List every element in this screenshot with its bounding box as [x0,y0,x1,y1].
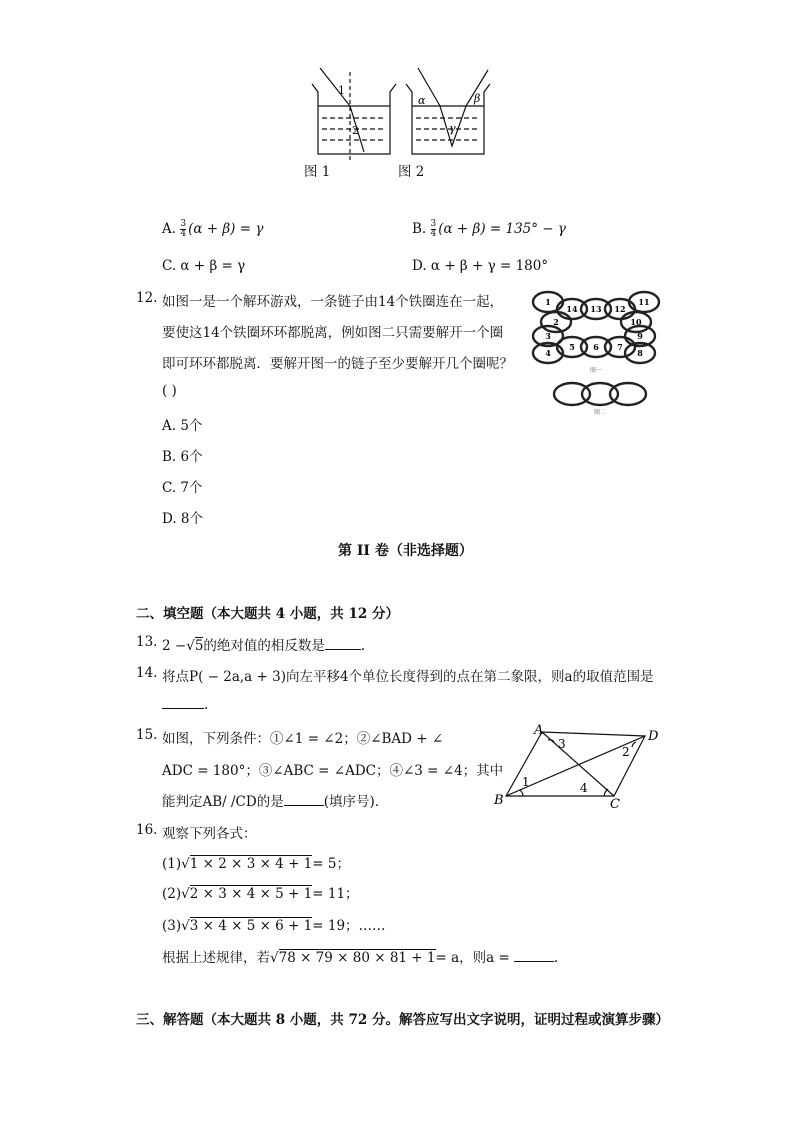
ring-label: 3 [545,331,551,341]
fig-label-alpha: α [418,94,426,107]
fig-label-1: 1 [338,84,345,97]
q16-formula-2: (2)√2 × 3 × 4 × 5 + 1= 11； [162,886,359,902]
chain-figure-2-caption: 图二 [593,409,607,416]
q16-question: 根据上述规律，若√78 × 79 × 80 × 81 + 1= a，则a = . [162,950,559,966]
angle-3: 3 [558,737,566,751]
ring-label: 14 [566,304,578,314]
ring-fig2-b [582,383,618,405]
q13-number: 13. [136,634,158,650]
q12-line-2: 要使这14个铁圈环环都脱离，例如图二只需要解开一个圈 [162,325,504,341]
q15-line-3: 能判定AB/ /CD的是 (填序号)． [162,794,389,810]
chain-figure [528,290,668,420]
q14-line-2: . [162,696,208,713]
q11-option-c: C. α + β = γ [162,258,246,274]
vertex-b: B [494,793,504,808]
ring-label: 4 [545,348,551,358]
ring-label: 10 [630,317,642,327]
angle-4: 4 [580,781,588,795]
fill-in-section-heading: 二、填空题（本大题共 4 小题，共 12 分） [136,606,399,622]
q12-option-c: C. 7个 [162,480,203,496]
q16-number: 16. [136,822,158,838]
q12-line-1: 如图一是一个解环游戏，一条链子由14个铁圈连在一起， [162,294,504,310]
fig-label-beta: β [474,92,481,105]
figure-1-caption: 图 1 [304,164,331,180]
vertex-c: C [610,797,620,810]
q16-intro: 观察下列各式： [162,826,257,842]
part-2-title: 第 II 卷（非选择题） [338,543,473,559]
ring-label: 8 [637,348,643,358]
q14-number: 14. [136,665,158,681]
ring-label: 7 [617,342,623,352]
fig-label-gamma: γ [449,122,456,135]
q15-answer-blank[interactable] [284,793,324,806]
ring-label: 2 [553,317,559,327]
q15-number: 15. [136,727,158,743]
q12-answer-paren: ( ) [162,383,177,399]
parallelogram-figure [490,722,670,810]
q15-line-1: 如图，下列条件：①∠1 = ∠2；②∠BAD + ∠ [162,731,444,747]
q14-answer-blank[interactable] [162,696,204,709]
ring-label: 11 [638,297,650,307]
ring-label: 5 [569,342,575,352]
q13-text: 2 −√5的绝对值的相反数是 . [162,638,366,654]
vertex-a: A [534,723,544,738]
angle-2: 2 [622,745,630,759]
sqrt-sign: √ [186,638,195,654]
q15-line-2: ADC = 180°；③∠ABC = ∠ADC；④∠3 = ∠4；其中 [162,763,504,779]
q11-option-a: A. $\frac{3}{4}$ (α + β) = γ [162,219,264,239]
ring-label: 6 [593,342,599,352]
ring-label: 13 [590,304,602,314]
angle-1: 1 [522,775,530,789]
q16-answer-blank[interactable] [514,949,554,962]
solution-section-heading: 三、解答题（本大题共 8 小题，共 72 分。解答应写出文字说明，证明过程或演算步骤） [136,1012,669,1028]
beaker-1 [312,68,396,160]
q11-option-b: B. $\frac{3}{4}$ (α + β) = 135° − γ [412,219,566,239]
q12-option-b: B. 6个 [162,449,203,465]
ring-fig2-a [554,383,590,405]
fig-label-2: 2 [352,124,359,137]
q12-option-a: A. 5个 [162,418,203,434]
q16-formula-3: (3)√3 × 4 × 5 × 6 + 1= 19；…… [162,918,386,934]
q11-option-d: D. α + β + γ = 180° [412,258,549,274]
ring-label: 9 [637,331,643,341]
ring-label: 1 [545,297,551,307]
beaker-2 [406,68,490,154]
ring-label: 12 [614,304,626,314]
q12-option-d: D. 8个 [162,511,204,527]
q13-answer-blank[interactable] [325,637,361,650]
q14-line-1: 将点P( − 2a,a + 3)向左平移4个单位长度得到的点在第二象限，则a的取值范围是 [162,669,654,685]
q16-formula-1: (1)√1 × 2 × 3 × 4 + 1= 5； [162,856,350,872]
q12-line-3: 即可环环都脱离．要解开图一的链子至少要解开几个圈呢？ [162,356,513,372]
vertex-d: D [648,729,659,744]
chain-figure-1-caption: 图一 [589,367,603,374]
figure-2-caption: 图 2 [398,164,425,180]
q12-number: 12. [136,290,158,306]
ring-fig2-c [610,383,646,405]
